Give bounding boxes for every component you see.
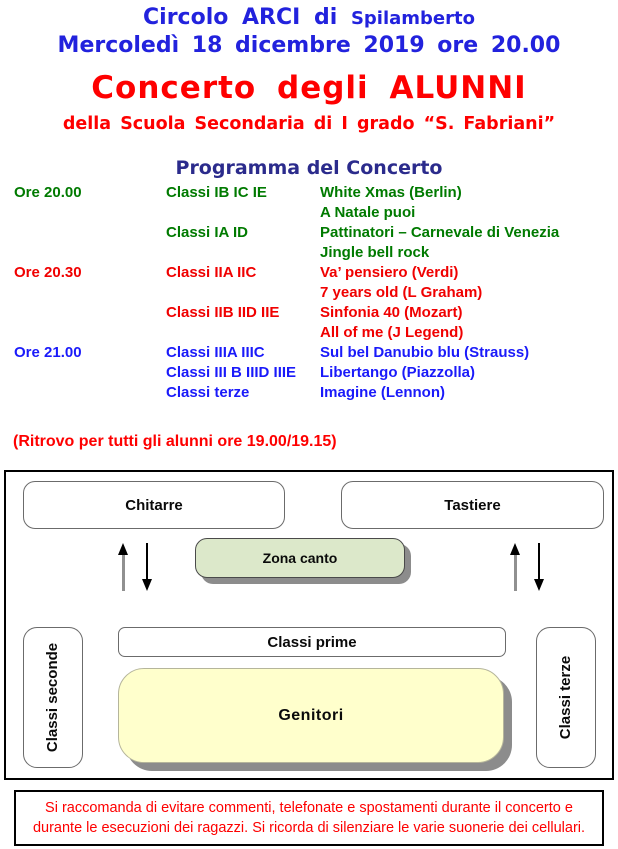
- up-arrow-icon: [509, 543, 521, 591]
- header-town-text: Spilamberto: [350, 8, 475, 29]
- time-cell: [14, 223, 166, 243]
- program-row: [14, 183, 610, 203]
- classi-prime-box: [118, 627, 506, 657]
- program-row: [14, 223, 610, 243]
- song-cell: Libertango (Piazzolla): [320, 364, 476, 381]
- up-arrow-icon: [117, 543, 129, 591]
- classes-cell: Classi terze: [166, 384, 250, 401]
- arrow-shaft: [146, 543, 148, 579]
- down-arrow-icon: [141, 543, 153, 591]
- song-cell: White Xmas (Berlin): [320, 184, 462, 201]
- arrow-shaft: [538, 543, 540, 579]
- song-cell: 7 years old (L Graham): [320, 284, 483, 301]
- program-row: [14, 383, 610, 403]
- page-subtitle: della Scuola Secondaria di I grado “S. Fabriani”: [62, 114, 556, 134]
- header-circolo-text: Circolo ARCI di: [143, 5, 338, 30]
- time-cell: [14, 303, 166, 323]
- time-cell: [14, 363, 166, 383]
- time-cell: Ore 20.30: [14, 264, 82, 281]
- time-cell: Ore 21.00: [14, 344, 82, 361]
- program-row: [14, 363, 610, 383]
- classi-seconde-box: [23, 627, 83, 768]
- song-cell: Pattinatori – Carnevale di Venezia: [320, 224, 560, 241]
- classes-cell: Classi III B IIID IIIE: [166, 364, 297, 381]
- time-cell: [14, 243, 166, 263]
- time-cell: [14, 383, 166, 403]
- header-line-circolo: [0, 5, 618, 30]
- time-cell: [14, 323, 166, 343]
- time-cell: [14, 283, 166, 303]
- stage-diagram: [4, 470, 614, 780]
- classi-terze-label: Classi terze: [557, 655, 575, 740]
- tastiere-box: [341, 481, 604, 529]
- arrow-head: [510, 543, 520, 555]
- genitori-box: [118, 668, 504, 763]
- classes-cell: Classi IIIA IIIC: [166, 344, 265, 361]
- page-title: Concerto degli ALUNNI: [91, 70, 527, 106]
- time-cell: Ore 20.00: [14, 184, 82, 201]
- tastiere-label: Tastiere: [444, 496, 501, 514]
- notice-line: durante le esecuzioni dei ragazzi. Si ricorda di silenziare le varie suonerie dei cellulari.: [32, 820, 586, 836]
- notice-box: [14, 790, 604, 846]
- classi-prime-label: Classi prime: [267, 633, 357, 651]
- classi-seconde-label: Classi seconde: [44, 642, 62, 753]
- genitori-label: Genitori: [278, 706, 344, 724]
- arrow-head: [142, 579, 152, 591]
- arrow-shaft: [514, 555, 517, 591]
- arrow-shaft: [122, 555, 125, 591]
- song-cell: Jingle bell rock: [320, 244, 430, 261]
- classes-cell: Classi IIB IID IIE: [166, 304, 280, 321]
- program-row: [14, 283, 610, 303]
- program-heading: Programma del Concerto: [175, 157, 443, 179]
- down-arrow-icon: [533, 543, 545, 591]
- classes-cell: [166, 243, 320, 263]
- classi-terze-box: [536, 627, 596, 768]
- program-row: [14, 243, 610, 263]
- notice-line: Si raccomanda di evitare commenti, telefonate e spostamenti durante il concerto e: [45, 800, 573, 816]
- song-cell: Imagine (Lennon): [320, 384, 445, 401]
- song-cell: All of me (J Legend): [320, 324, 464, 341]
- chitarre-label: Chitarre: [125, 496, 183, 514]
- classes-cell: Classi IIA IIC: [166, 264, 257, 281]
- classes-cell: Classi IB IC IE: [166, 184, 267, 201]
- program-row: [14, 343, 610, 363]
- song-cell: Sul bel Danubio blu (Strauss): [320, 344, 530, 361]
- song-cell: Va’ pensiero (Verdi): [320, 264, 459, 281]
- header-date-line: Mercoledì 18 dicembre 2019 ore 20.00: [57, 33, 561, 58]
- classes-cell: [166, 283, 320, 303]
- time-cell: [14, 203, 166, 223]
- arrow-head: [118, 543, 128, 555]
- program-row: [14, 323, 610, 343]
- classes-cell: [166, 203, 320, 223]
- program-row: [14, 303, 610, 323]
- classes-cell: Classi IA ID: [166, 224, 248, 241]
- arrow-head: [534, 579, 544, 591]
- song-cell: Sinfonia 40 (Mozart): [320, 304, 463, 321]
- zona-canto-label: Zona canto: [262, 550, 338, 566]
- program-row: [14, 203, 610, 223]
- chitarre-box: [23, 481, 285, 529]
- zona-canto-box: [195, 538, 405, 578]
- song-cell: A Natale puoi: [320, 204, 416, 221]
- program-table: [14, 183, 610, 403]
- classes-cell: [166, 323, 320, 343]
- ritrovo-note: (Ritrovo per tutti gli alunni ore 19.00/19.15): [13, 433, 337, 450]
- program-row: [14, 263, 610, 283]
